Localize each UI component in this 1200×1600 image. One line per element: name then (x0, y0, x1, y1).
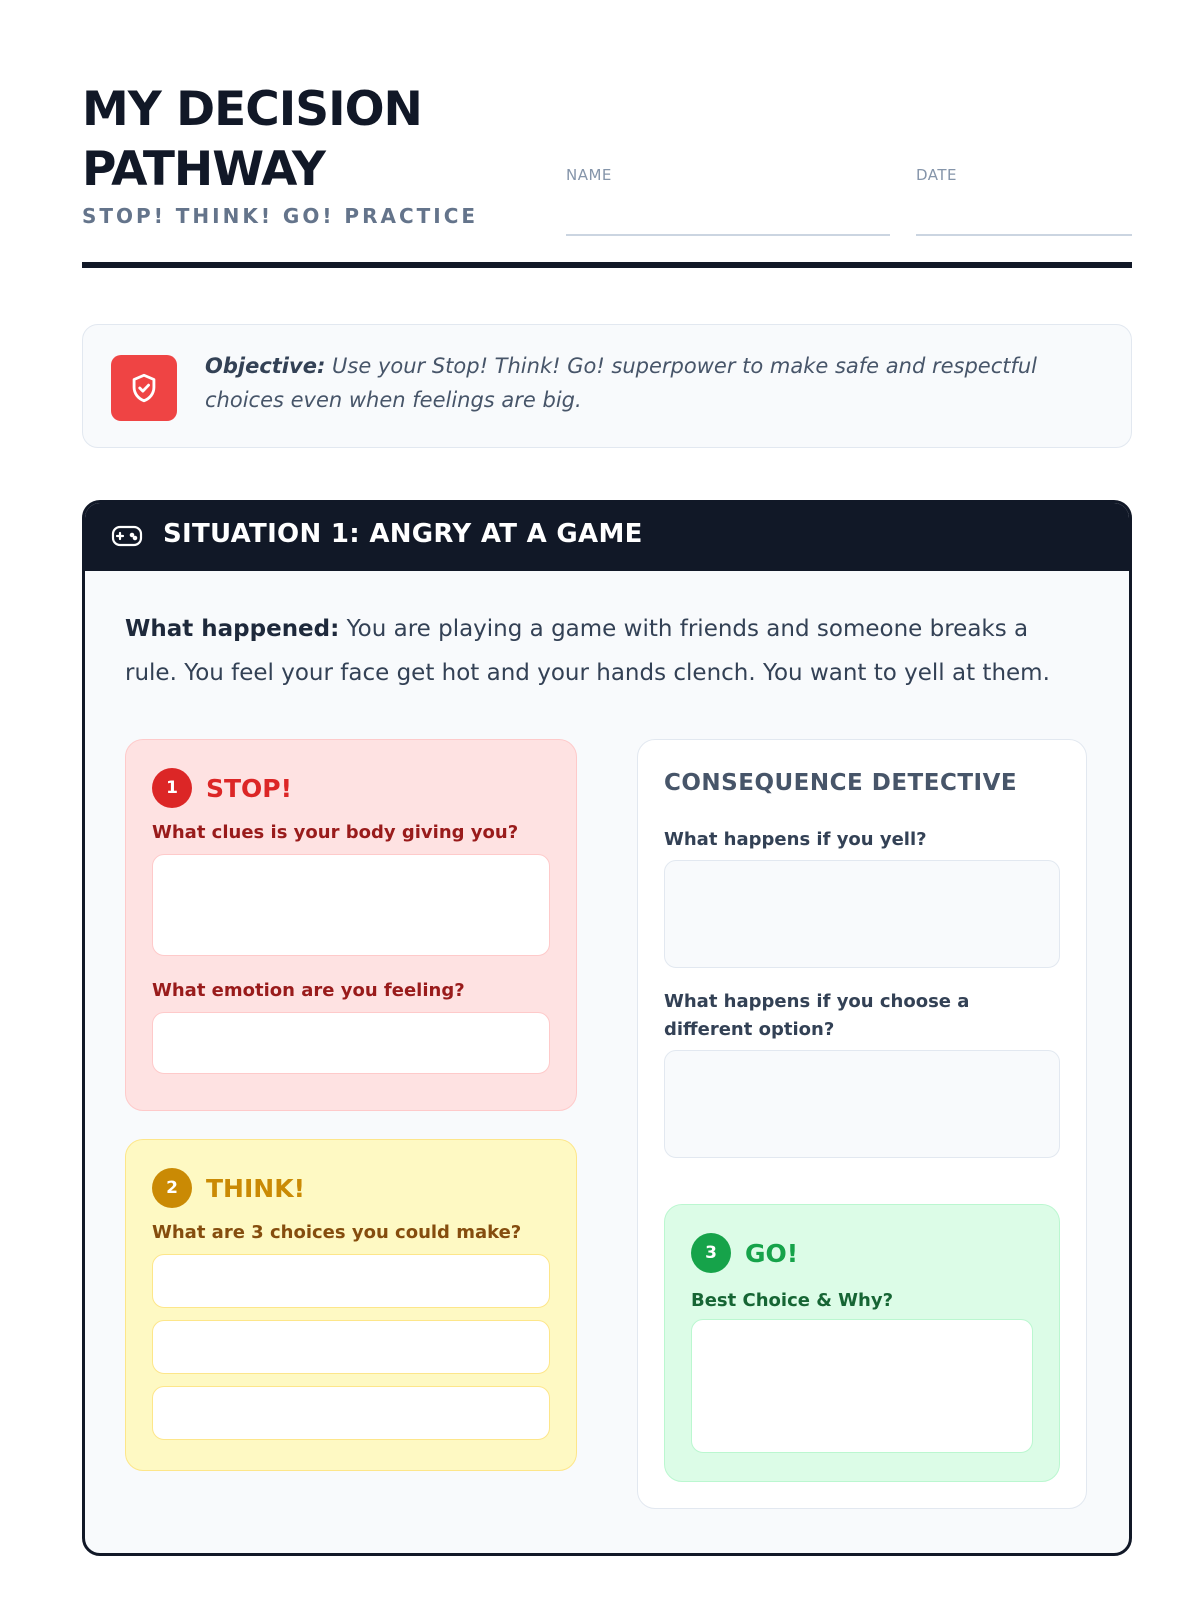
think-step-title: THINK! (206, 1173, 305, 1203)
go-step-box (664, 1204, 1060, 1482)
objective-label: Objective: (205, 354, 326, 378)
situation-title: SITUATION 1: ANGRY AT A GAME (163, 519, 643, 549)
go-step-header (691, 1233, 798, 1273)
situation-header (85, 503, 1129, 571)
go-step-number: 3 (691, 1233, 731, 1273)
think-step-header (152, 1168, 305, 1208)
date-field[interactable] (916, 166, 1132, 184)
consequence-title: CONSEQUENCE DETECTIVE (664, 770, 1018, 796)
objective-text (205, 349, 1105, 417)
choice-2-answer-box[interactable] (152, 1320, 550, 1374)
choice-1-answer-box[interactable] (152, 1254, 550, 1308)
header-divider (82, 262, 1132, 268)
date-label: DATE (916, 166, 958, 184)
shield-check-icon (111, 355, 177, 421)
title-line-1: MY DECISION (82, 82, 422, 137)
stop-question-emotion: What emotion are you feeling? (152, 980, 465, 1001)
date-line (916, 234, 1132, 236)
title-line-2: PATHWAY (82, 142, 325, 197)
name-line (566, 234, 890, 236)
page-subtitle: STOP! THINK! GO! PRACTICE (82, 204, 479, 228)
name-label: NAME (566, 166, 612, 184)
go-step-title: GO! (745, 1238, 799, 1268)
objective-box (82, 324, 1132, 448)
game-controller-icon (111, 523, 143, 549)
situation-card (82, 500, 1132, 1556)
consequence-detective-box (637, 739, 1087, 1509)
consequence-question-yell: What happens if you yell? (664, 829, 927, 850)
choice-3-answer-box[interactable] (152, 1386, 550, 1440)
consequence-question-different: What happens if you choose a different option? (664, 991, 970, 1040)
yell-consequence-answer-box[interactable] (664, 860, 1060, 968)
stop-step-title: STOP! (206, 773, 293, 803)
think-step-number: 2 (152, 1168, 192, 1208)
worksheet-page (82, 0, 1132, 1600)
situation-story (125, 607, 1085, 695)
body-clues-answer-box[interactable] (152, 854, 550, 956)
page-title (82, 80, 552, 200)
stop-step-number: 1 (152, 768, 192, 808)
best-choice-answer-box[interactable] (691, 1319, 1033, 1453)
stop-step-header (152, 768, 292, 808)
story-label: What happened: (125, 616, 340, 642)
worksheet-header (82, 80, 1132, 270)
stop-step-box (125, 739, 577, 1111)
think-step-box (125, 1139, 577, 1471)
think-question-choices: What are 3 choices you could make? (152, 1222, 522, 1243)
different-option-answer-box[interactable] (664, 1050, 1060, 1158)
go-question-best-choice: Best Choice & Why? (691, 1290, 894, 1311)
name-field[interactable] (566, 166, 890, 184)
emotion-answer-box[interactable] (152, 1012, 550, 1074)
stop-question-body-clues: What clues is your body giving you? (152, 822, 519, 843)
objective-body: Use your Stop! Think! Go! superpower to make safe and respectful choices even when feelings are big. (205, 354, 1038, 412)
story-text: You are playing a game with friends and someone breaks a rule. You feel your face get hot and your hands clench. You want to yell at them. (125, 616, 1050, 686)
